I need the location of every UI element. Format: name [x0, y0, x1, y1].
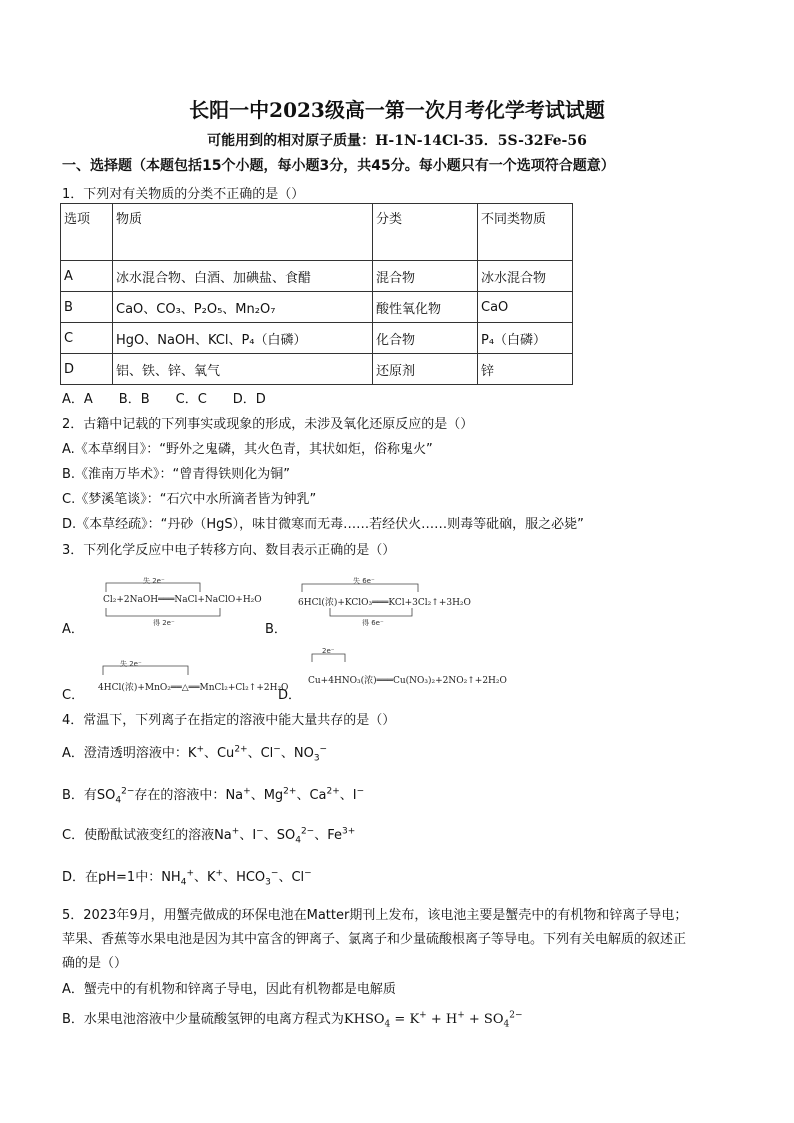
table-cell: D — [61, 354, 113, 385]
q1-stem: 1．下列对有关物质的分类不正确的是（） — [62, 187, 305, 202]
q4-option-d: D．在pH=1中：$NH_4^+$、K+、$HCO_3^-$、Cl− — [62, 868, 312, 888]
q2-option-a: A.《本草纲目》：“野外之鬼磷，其火色青，其状如炬，俗称鬼火” — [62, 442, 433, 457]
header-cell: 选项 — [61, 204, 113, 261]
atomic-masses: 可能用到的相对原子质量：H-1N-14Cl-35．5S-32Fe-56 — [207, 133, 587, 149]
table-cell: HgO、NaOH、KCl、P₄（白磷） — [113, 323, 373, 354]
header-cell: 分类 — [373, 204, 478, 261]
q5-line-1: 5．2023年9月，用蟹壳做成的环保电池在Matter期刊上发布，该电池主要是蟹壳中的有机物和锌离子导电； — [62, 908, 688, 923]
q5-option-a: A．蟹壳中的有机物和锌离子导电，因此有机物都是电解质 — [62, 982, 396, 997]
table-cell: 冰水混合物、白酒、加碘盐、食醋 — [113, 261, 373, 292]
q3-b-equation: 6HCl(浓)+KClO₃═══KCl+3Cl₂↑+3H₂O — [298, 598, 471, 608]
q5-b-equation: $KHSO_4 = K^+ + H^+ + SO_4^{2-}$ — [343, 1010, 523, 1030]
table-cell: B — [61, 292, 113, 323]
q4-stem: 4．常温下，下列离子在指定的溶液中能大量共存的是（） — [62, 713, 396, 728]
q4-option-b: B．有$SO_4^{2-}$存在的溶液中：Na+、$Mg^{2+}$、$Ca^{2+}$、I− — [62, 786, 365, 806]
table-cell: 还原剂 — [373, 354, 478, 385]
q3-stem: 3．下列化学反应中电子转移方向、数目表示正确的是（） — [62, 543, 396, 558]
q3-c-label: C． — [62, 688, 85, 703]
exam-title: 长阳一中2023级高一第一次月考化学考试试题 — [189, 98, 605, 122]
q2-option-d: D.《本草经疏》：“丹砂（HgS），味甘微寒而无毒……若经伏火……则毒等砒硇，服之必毙” — [62, 517, 584, 532]
q4-option-a: A．澄清透明溶液中：K+、$Cu^{2+}$、Cl−、$NO_3^-$ — [62, 744, 328, 764]
table-cell: 化合物 — [373, 323, 478, 354]
table-cell: CaO、CO₃、P₂O₅、Mn₂O₇ — [113, 292, 373, 323]
q3-d-top-label: 2e⁻ — [322, 647, 335, 655]
table-cell: C — [61, 323, 113, 354]
table-cell: 酸性氧化物 — [373, 292, 478, 323]
q3-d-label: D． — [278, 688, 302, 703]
q4-d-prefix: D．在pH=1中： — [62, 870, 162, 885]
table-cell: A — [61, 261, 113, 292]
q2-stem: 2．古籍中记载的下列事实或现象的形成，未涉及氧化还原反应的是（） — [62, 417, 474, 432]
q2-option-b: B.《淮南万毕术》：“曾青得铁则化为铜” — [62, 467, 291, 482]
q3-a-top-label: 失 2e⁻ — [143, 577, 165, 585]
q3-a-equation: Cl₂+2NaOH═══NaCl+NaClO+H₂O — [103, 595, 262, 605]
q5-line-2: 苹果、香蕉等水果电池是因为其中富含的钾离子、氯离子和少量硫酸根离子等导电。下列有关电解质的叙述正 — [62, 932, 687, 947]
q3-b-label: B． — [265, 622, 287, 637]
q3-c-equation: 4HCl(浓)+MnO₂══△══MnCl₂+Cl₂↑+2H₂O — [98, 683, 289, 693]
section-heading: 一、选择题（本题包括15个小题，每小题3分，共45分。每小题只有一个选项符合题意） — [62, 158, 615, 174]
q4-c-prefix: C．使酚酞试液变红的溶液 — [62, 828, 215, 843]
table-cell: 混合物 — [373, 261, 478, 292]
q5-line-3: 确的是（） — [62, 956, 128, 971]
table-cell: P₄（白磷） — [478, 323, 573, 354]
header-cell: 物质 — [113, 204, 373, 261]
header-cell: 不同类物质 — [478, 204, 573, 261]
q2-option-c: C.《梦溪笔谈》：“石穴中水所滴者皆为钟乳” — [62, 492, 317, 507]
q3-a-label: A． — [62, 622, 84, 637]
table-cell: 冰水混合物 — [478, 261, 573, 292]
q4-a-prefix: A．澄清透明溶液中： — [62, 746, 188, 761]
q3-b-bottom-label: 得 6e⁻ — [362, 619, 384, 627]
q4-option-c: C．使酚酞试液变红的溶液Na+、I−、$SO_4^{2-}$、$Fe^{3+}$ — [62, 826, 356, 846]
table-cell: 锌 — [478, 354, 573, 385]
q3-d-equation: Cu+4HNO₃(浓)═══Cu(NO₃)₂+2NO₂↑+2H₂O — [308, 676, 507, 686]
q3-b-top-label: 失 6e⁻ — [353, 577, 375, 585]
q5-b-prefix: B．水果电池溶液中少量硫酸氢钾的电离方程式为 — [62, 1012, 344, 1027]
table-cell: 铝、铁、锌、氧气 — [113, 354, 373, 385]
table-cell: CaO — [478, 292, 573, 323]
q1-options: A．A B．B C．C D．D — [62, 392, 266, 407]
q3-c-top-label: 失 2e⁻ — [120, 660, 142, 668]
q4-b-prefix: B．有 — [62, 788, 97, 803]
q5-option-b — [62, 1008, 523, 1030]
q4-b-mid: 存在的溶液中： — [134, 788, 226, 803]
q3-a-bottom-label: 得 2e⁻ — [153, 619, 175, 627]
